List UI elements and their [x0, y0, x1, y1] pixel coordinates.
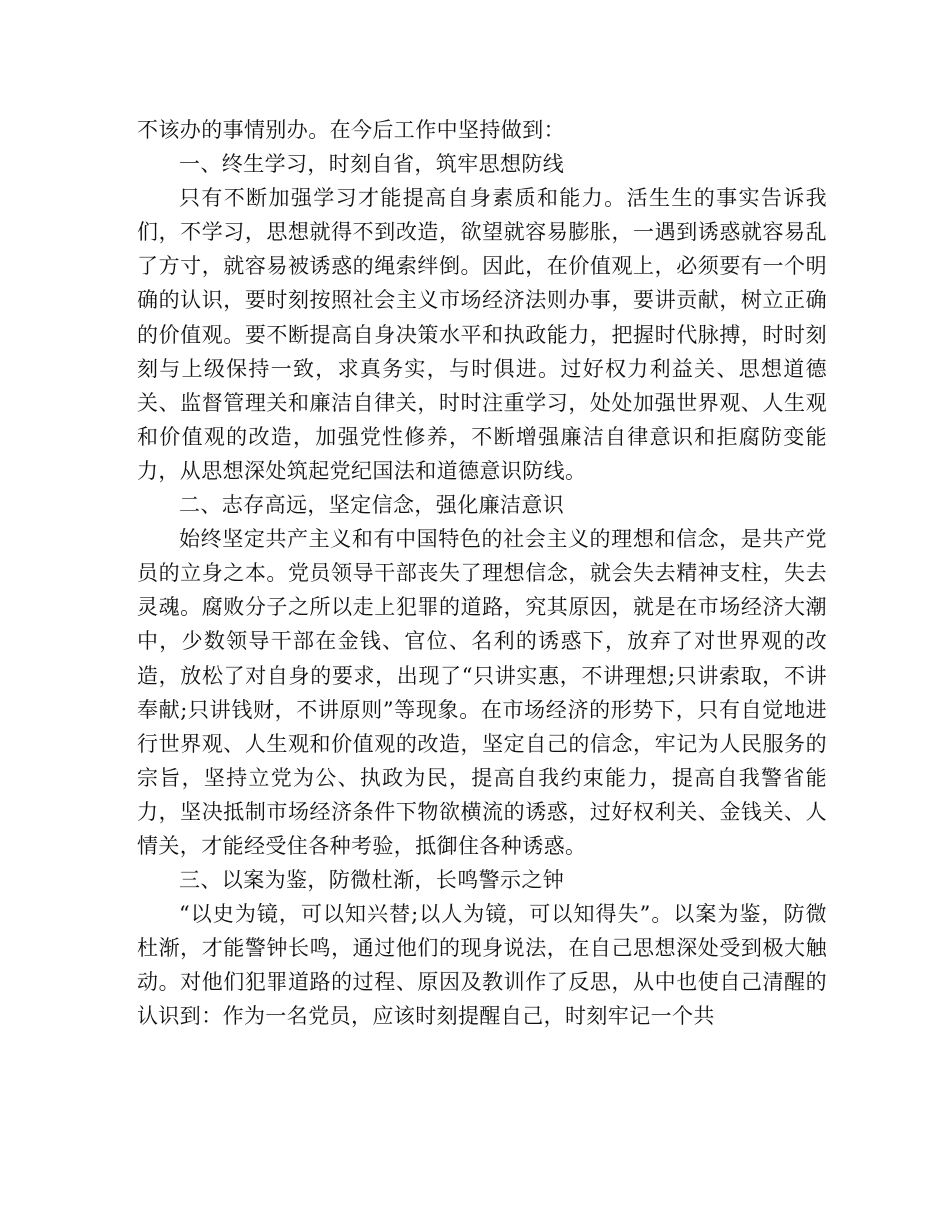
section-heading-3: 三、以案为鉴，防微杜渐，长鸣警示之钟: [179, 868, 565, 893]
section-heading-1: 一、终生学习，时刻自省，筑牢思想防线: [179, 152, 565, 177]
paragraph-continuation: 不该办的事情别办。在今后工作中坚持做到：: [137, 118, 565, 142]
document-body: [137, 113, 827, 1034]
section-heading-2: 二、志存高远，坚定信念，强化廉洁意识: [179, 493, 565, 518]
paragraph-1: 只有不断加强学习才能提高自身素质和能力。活生生的事实告诉我们，不学习，思想就得不到改造，欲望就容易膨胀，一遇到诱惑就容易乱了方寸，就容易被诱惑的绳索绊倒。因此，在价值观上，必须要有一个明确的认识，要时刻按照社会主义市场经济法则办事，要讲贡献，树立正确的价值观。要不断提高自身决策水平和执政能力，把握时代脉搏，时时刻刻与上级保持一致，求真务实，与时俱进。过好权力利益关、思想道德关、监督管理关和廉洁自律关，时时注重学习，处处加强世界观、人生观和价值观的改造，加强党性修养，不断增强廉洁自律意识和拒腐防变能力，从思想深处筑起党纪国法和道德意识防线。: [137, 186, 827, 483]
paragraph-3: “以史为镜，可以知兴替;以人为镜，可以知得失”。以案为鉴，防微杜渐，才能警钟长鸣，通过他们的现身说法，在自己思想深处受到极大触动。对他们犯罪道路的过程、原因及教训作了反思，从中也使自己清醒的认识到：作为一名党员，应该时刻提醒自己，时刻牢记一个共: [137, 902, 827, 1029]
paragraph-2: 始终坚定共产主义和有中国特色的社会主义的理想和信念，是共产党员的立身之本。党员领导干部丧失了理想信念，就会失去精神支柱，失去灵魂。腐败分子之所以走上犯罪的道路，究其原因，就是在市场经济大潮中，少数领导干部在金钱、官位、名利的诱惑下，放弃了对世界观的改造，放松了对自身的要求，出现了“只讲实惠，不讲理想;只讲索取，不讲奉献;只讲钱财，不讲原则”等现象。在市场经济的形势下，只有自觉地进行世界观、人生观和价值观的改造，坚定自己的信念，牢记为人民服务的宗旨，坚持立党为公、执政为民，提高自我约束能力，提高自我警省能力，坚决抵制市场经济条件下物欲横流的诱惑，过好权利关、金钱关、人情关，才能经受住各种考验，抵御住各种诱惑。: [137, 527, 827, 858]
